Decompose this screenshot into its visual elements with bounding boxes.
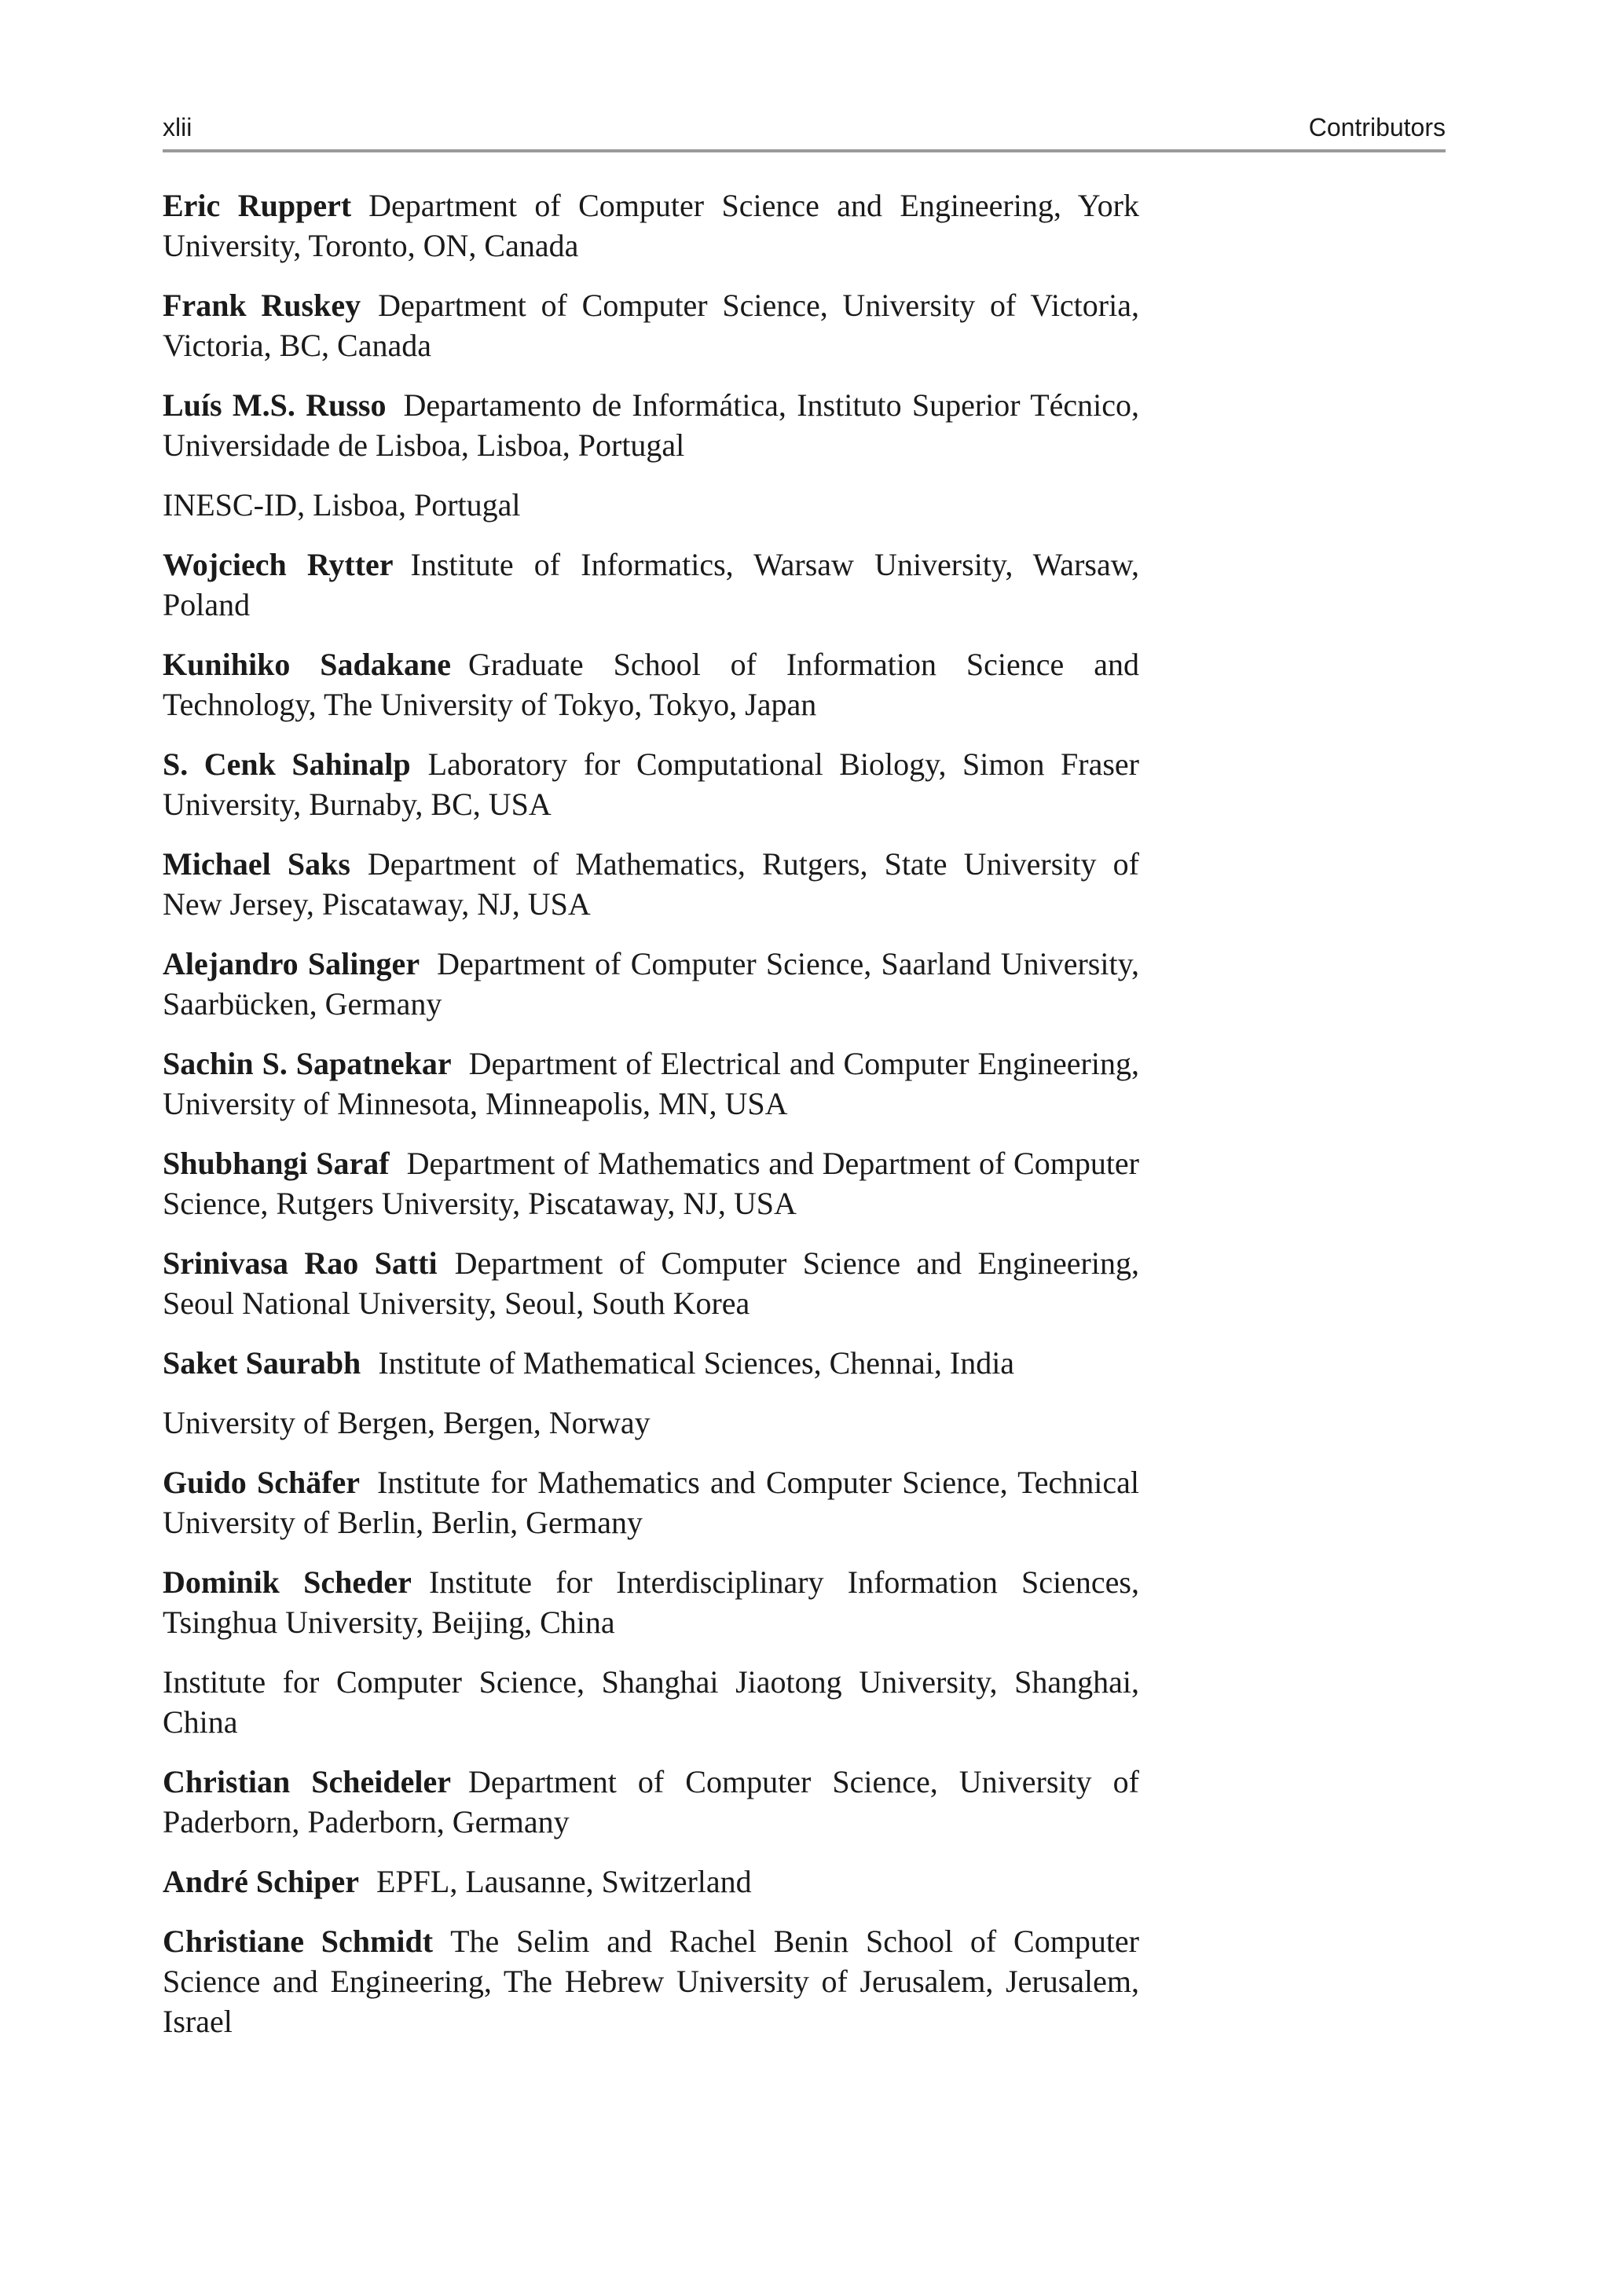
contributor-name: Christiane Schmidt — [163, 1924, 434, 1959]
contributor-name: Saket Saurabh — [163, 1345, 361, 1381]
running-head: Contributors — [1308, 113, 1446, 141]
contributor-name: André Schiper — [163, 1864, 359, 1899]
page-number: xlii — [163, 113, 192, 141]
contributor-entry — [163, 1921, 1139, 2041]
contributor-entry — [163, 1562, 1139, 1642]
contributor-entry — [163, 185, 1139, 266]
contributor-affiliation: Laboratory for Computational Biology, Simon Fraser University, Burnaby, BC, USA — [163, 746, 1139, 822]
contributor-affiliation: Institute for Interdisciplinary Information Sciences, Tsinghua University, Beijing, China — [163, 1564, 1139, 1640]
contributor-affiliation: University of Bergen, Bergen, Norway — [163, 1405, 651, 1440]
contributor-name: Alejandro Salinger — [163, 946, 420, 981]
contributor-entry — [163, 385, 1139, 465]
contributor-name: Christian Scheideler — [163, 1764, 452, 1799]
contributor-affiliation: Institute of Informatics, Warsaw University, Warsaw, Poland — [163, 547, 1139, 622]
contributor-name: Dominik Scheder — [163, 1564, 412, 1600]
contributor-affiliation: Institute for Mathematics and Computer Science, Technical University of Berlin, Berlin, Germany — [163, 1465, 1140, 1540]
contributor-affiliation: Department of Electrical and Computer Engineering, University of Minnesota, Minneapolis, MN, USA — [163, 1046, 1139, 1121]
contributor-name: Shubhangi Saraf — [163, 1146, 390, 1181]
contributor-entry — [163, 644, 1139, 724]
contributor-entry — [163, 1243, 1139, 1323]
contributor-name: Eric Ruppert — [163, 188, 352, 223]
contributor-affiliation: EPFL, Lausanne, Switzerland — [376, 1864, 752, 1899]
contributor-affiliation: Department of Computer Science, Saarland University, Saarbücken, Germany — [163, 946, 1139, 1021]
contributor-affiliation: Graduate School of Information Science and Technology, The University of Tokyo, Tokyo, Japan — [163, 647, 1140, 722]
contributor-entry — [163, 1403, 1139, 1443]
contributor-name: Wojciech Rytter — [163, 547, 394, 582]
contributor-list — [163, 185, 1139, 2061]
contributor-affiliation: Department of Computer Science, University of Paderborn, Paderborn, Germany — [163, 1764, 1140, 1839]
contributor-affiliation: Department of Computer Science, University of Victoria, Victoria, BC, Canada — [163, 288, 1139, 363]
contributor-entry — [163, 1662, 1139, 1742]
contributor-entry — [163, 1043, 1139, 1124]
contributor-name: Luís M.S. Russo — [163, 387, 387, 423]
contributor-entry — [163, 944, 1139, 1024]
contributor-entry — [163, 1343, 1139, 1383]
contributor-entry — [163, 285, 1139, 365]
contributor-affiliation: Institute of Mathematical Sciences, Chennai, India — [378, 1345, 1015, 1381]
contributor-entry — [163, 844, 1139, 924]
contributor-affiliation: Departamento de Informática, Instituto Superior Técnico, Universidade de Lisboa, Lisboa, Portugal — [163, 387, 1140, 463]
contributor-entry — [163, 545, 1139, 625]
page-header — [163, 110, 1446, 152]
contributor-name: Kunihiko Sadakane — [163, 647, 452, 682]
contributor-entry — [163, 1861, 1139, 1902]
contributor-entry — [163, 485, 1139, 525]
contributor-entry — [163, 1762, 1139, 1842]
contributor-name: Guido Schäfer — [163, 1465, 361, 1500]
contributor-entry — [163, 744, 1139, 824]
contributor-affiliation: Department of Mathematics and Department of Computer Science, Rutgers University, Piscataway, NJ, USA — [163, 1146, 1139, 1221]
contributor-affiliation: Department of Computer Science and Engineering, Seoul National University, Seoul, South Korea — [163, 1245, 1139, 1321]
contributor-entry — [163, 1143, 1139, 1223]
contributor-name: Frank Ruskey — [163, 288, 361, 323]
contributor-affiliation: Institute for Computer Science, Shanghai Jiaotong University, Shanghai, China — [163, 1664, 1139, 1740]
contributor-name: Sachin S. Sapatnekar — [163, 1046, 452, 1081]
contributor-entry — [163, 1462, 1139, 1542]
contributor-name: Srinivasa Rao Satti — [163, 1245, 438, 1281]
contributor-affiliation: Department of Mathematics, Rutgers, State University of New Jersey, Piscataway, NJ, USA — [163, 846, 1139, 922]
contributor-affiliation: INESC-ID, Lisboa, Portugal — [163, 487, 521, 523]
contributor-affiliation: The Selim and Rachel Benin School of Computer Science and Engineering, The Hebrew University of Jerusalem, Jerusalem, Israel — [163, 1924, 1140, 2039]
contributor-name: S. Cenk Sahinalp — [163, 746, 411, 782]
contributor-affiliation: Department of Computer Science and Engineering, York University, Toronto, ON, Canada — [163, 188, 1139, 263]
contributor-name: Michael Saks — [163, 846, 350, 882]
